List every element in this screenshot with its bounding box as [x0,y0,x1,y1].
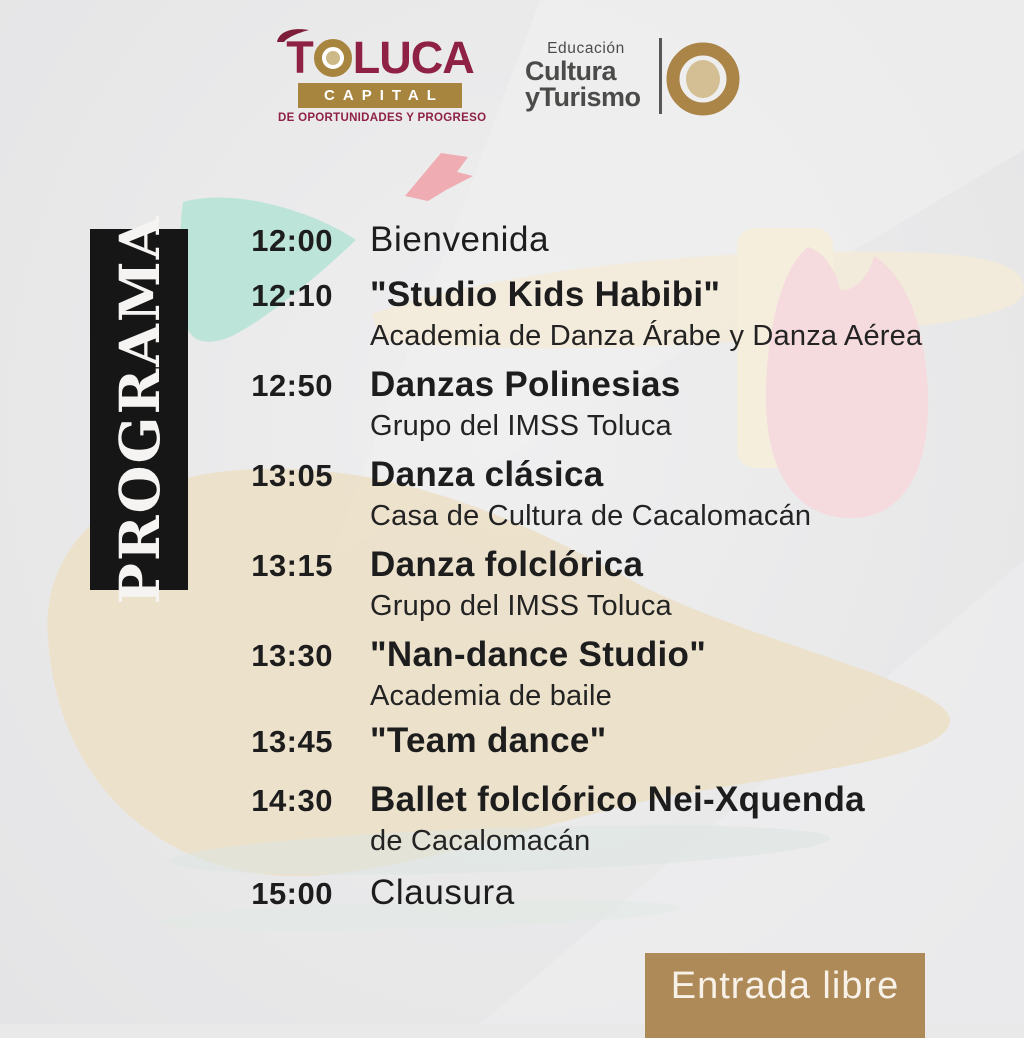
schedule-row [210,632,706,715]
schedule-row [210,452,811,535]
schedule-time: 13:05 [251,458,333,493]
schedule-title: Danzas Polinesias [370,365,681,404]
schedule-time: 12:00 [251,223,333,258]
schedule-subtitle: Grupo del IMSS Toluca [370,590,672,622]
schedule-title: Clausura [370,873,515,912]
schedule-title: "Team dance" [370,721,607,760]
schedule-title-block [370,362,681,445]
schedule-rows [210,0,1024,1024]
schedule-subtitle: Academia de baile [370,680,612,712]
cultura-line-educacion: Educación [547,40,625,57]
schedule-title-block [370,452,811,535]
schedule-row [210,542,672,625]
schedule-time: 13:45 [251,724,333,759]
entrada-libre-badge: Entrada libre [645,953,925,1038]
schedule-title-block [370,718,607,764]
schedule-title: "Nan-dance Studio" [370,635,707,674]
schedule-time: 13:30 [251,638,333,673]
schedule-row [210,777,865,860]
schedule-subtitle: Academia de Danza Árabe y Danza Aérea [370,320,923,352]
toluca-tagline: DE OPORTUNIDADES Y PROGRESO [278,112,487,124]
schedule-title-block [370,272,922,355]
schedule-time: 15:00 [251,876,333,911]
schedule-time: 12:50 [251,368,333,403]
schedule-time: 13:15 [251,548,333,583]
schedule-subtitle: de Cacalomacán [370,825,591,857]
cultura-line-cultura: Cultura [525,56,616,86]
schedule-row [210,718,607,764]
toluca-letter-t: T [286,32,313,83]
schedule-subtitle: Casa de Cultura de Cacalomacán [370,500,812,532]
schedule-subtitle: Grupo del IMSS Toluca [370,410,672,442]
schedule-title: Ballet folclórico Nei-Xquenda [370,780,865,819]
schedule-title-block [370,217,549,263]
toluca-letters-rest: LUCA [352,32,474,83]
programa-banner-text: PROGRAMA [106,214,172,605]
schedule-title: "Studio Kids Habibi" [370,275,721,314]
cultura-line-turismo: yTurismo [525,82,641,112]
schedule-time: 14:30 [251,783,333,818]
schedule-row [210,217,549,263]
schedule-time: 12:10 [251,278,333,313]
schedule-row [210,870,515,916]
schedule-row [210,362,681,445]
schedule-title-block [370,632,706,715]
capital-bar: CAPITAL [298,83,462,108]
schedule-title-block [370,777,865,860]
schedule-title-block [370,542,672,625]
schedule-title: Danza clásica [370,455,604,494]
schedule-title: Bienvenida [370,220,550,259]
schedule-row [210,272,922,355]
programa-banner [90,214,188,605]
schedule-title-block [370,870,515,916]
schedule-title: Danza folclórica [370,545,644,584]
